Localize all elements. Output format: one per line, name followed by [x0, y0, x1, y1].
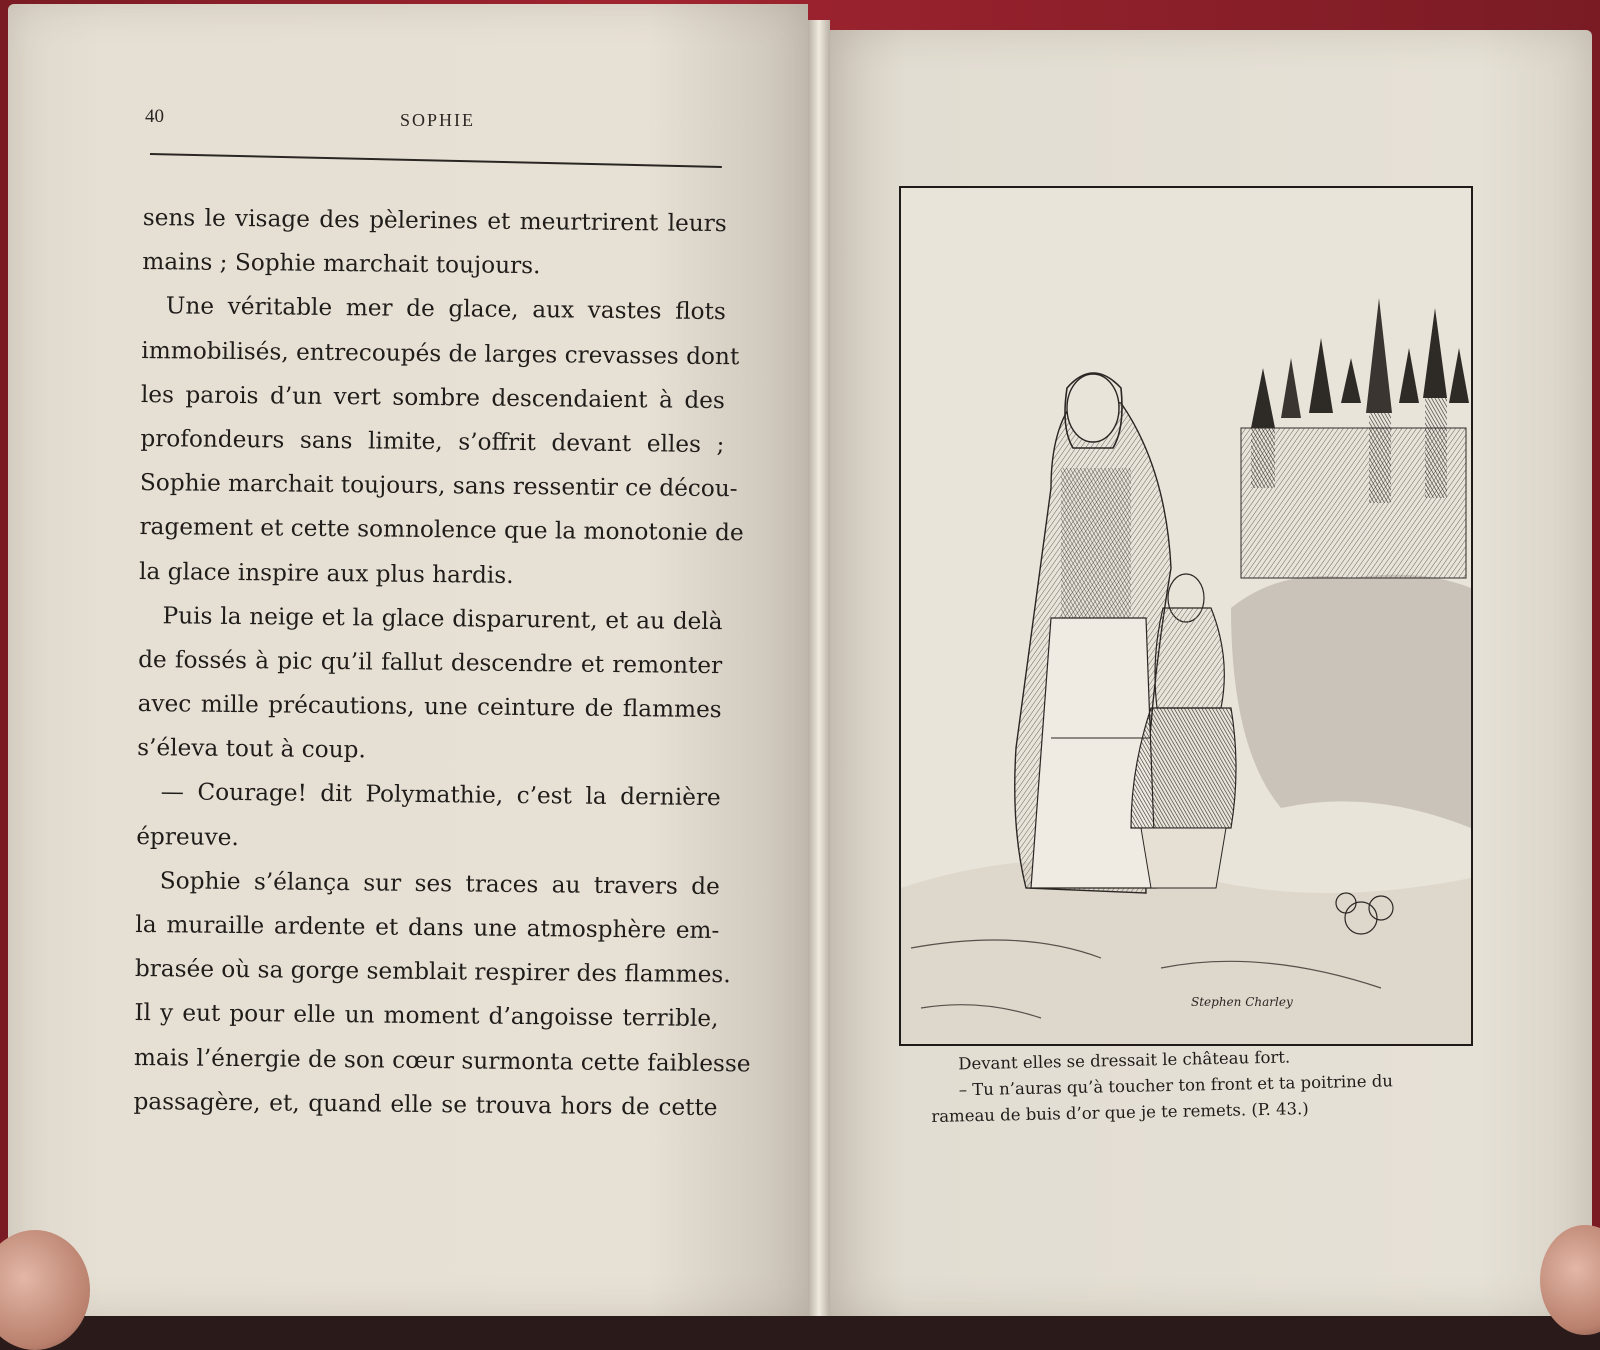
text-line: avec mille précautions, une ceinture de flammes — [137, 690, 722, 724]
text-line: brasée où sa gorge semblait respirer des flammes. — [134, 955, 731, 989]
text-line: Une véritable mer de glace, aux vastes flots — [165, 292, 726, 326]
text-line: Sophie s’élança sur ses traces au travers de — [159, 867, 720, 900]
page-number: 40 — [145, 106, 164, 127]
text-line: — Courage! dit Polymathie, c’est la dernière — [160, 778, 721, 812]
book-gutter — [808, 20, 830, 1316]
text-line: la glace inspire aux plus hardis. — [138, 557, 514, 589]
body-text — [133, 196, 751, 1130]
text-line: Puis la neige et la glace disparurent, et au delà — [162, 601, 723, 635]
text-line: la muraille ardente et dans une atmosphère em- — [135, 910, 720, 945]
text-line: mais l’énergie de son cœur surmonta cette faiblesse — [133, 1043, 751, 1077]
text-line: profondeurs sans limite, s’offrit devant elles ; — [140, 424, 725, 459]
text-line: Il y eut pour elle un moment d’angoisse terrible, — [134, 999, 719, 1033]
text-line: mains ; Sophie marchait toujours. — [142, 248, 541, 280]
caption-line: Devant elles se dressait le château fort. — [958, 1047, 1291, 1074]
text-line: s’éleva tout à coup. — [137, 734, 366, 764]
text-line: immobilisés, entrecoupés de larges crevasses dont — [141, 336, 740, 370]
plate-caption — [930, 1041, 1452, 1130]
text-line: épreuve. — [136, 822, 239, 851]
text-line: Sophie marchait toujours, sans ressentir ce décou- — [139, 469, 738, 503]
text-line: passagère, et, quand elle se trouva hors de cette — [133, 1087, 718, 1121]
text-line: les parois d’un vert sombre descendaient à des — [140, 380, 726, 414]
artist-signature: Stephen Charley — [1191, 995, 1293, 1009]
illustration — [901, 188, 1471, 1044]
text-line: sens le visage des pèlerines et meurtrirent leurs — [142, 203, 727, 238]
text-line: de fossés à pic qu’il fallut descendre et remonter — [138, 645, 723, 679]
caption-line: – Tu n’auras qu’à toucher ton front et ta poitrine du — [958, 1071, 1394, 1100]
text-line: ragement et cette somnolence que la monotonie de — [139, 513, 744, 547]
caption-line: rameau de buis d’or que je te remets. (P. 43.) — [931, 1099, 1309, 1126]
running-title: SOPHIE — [400, 110, 476, 130]
illustration-plate — [899, 186, 1473, 1046]
